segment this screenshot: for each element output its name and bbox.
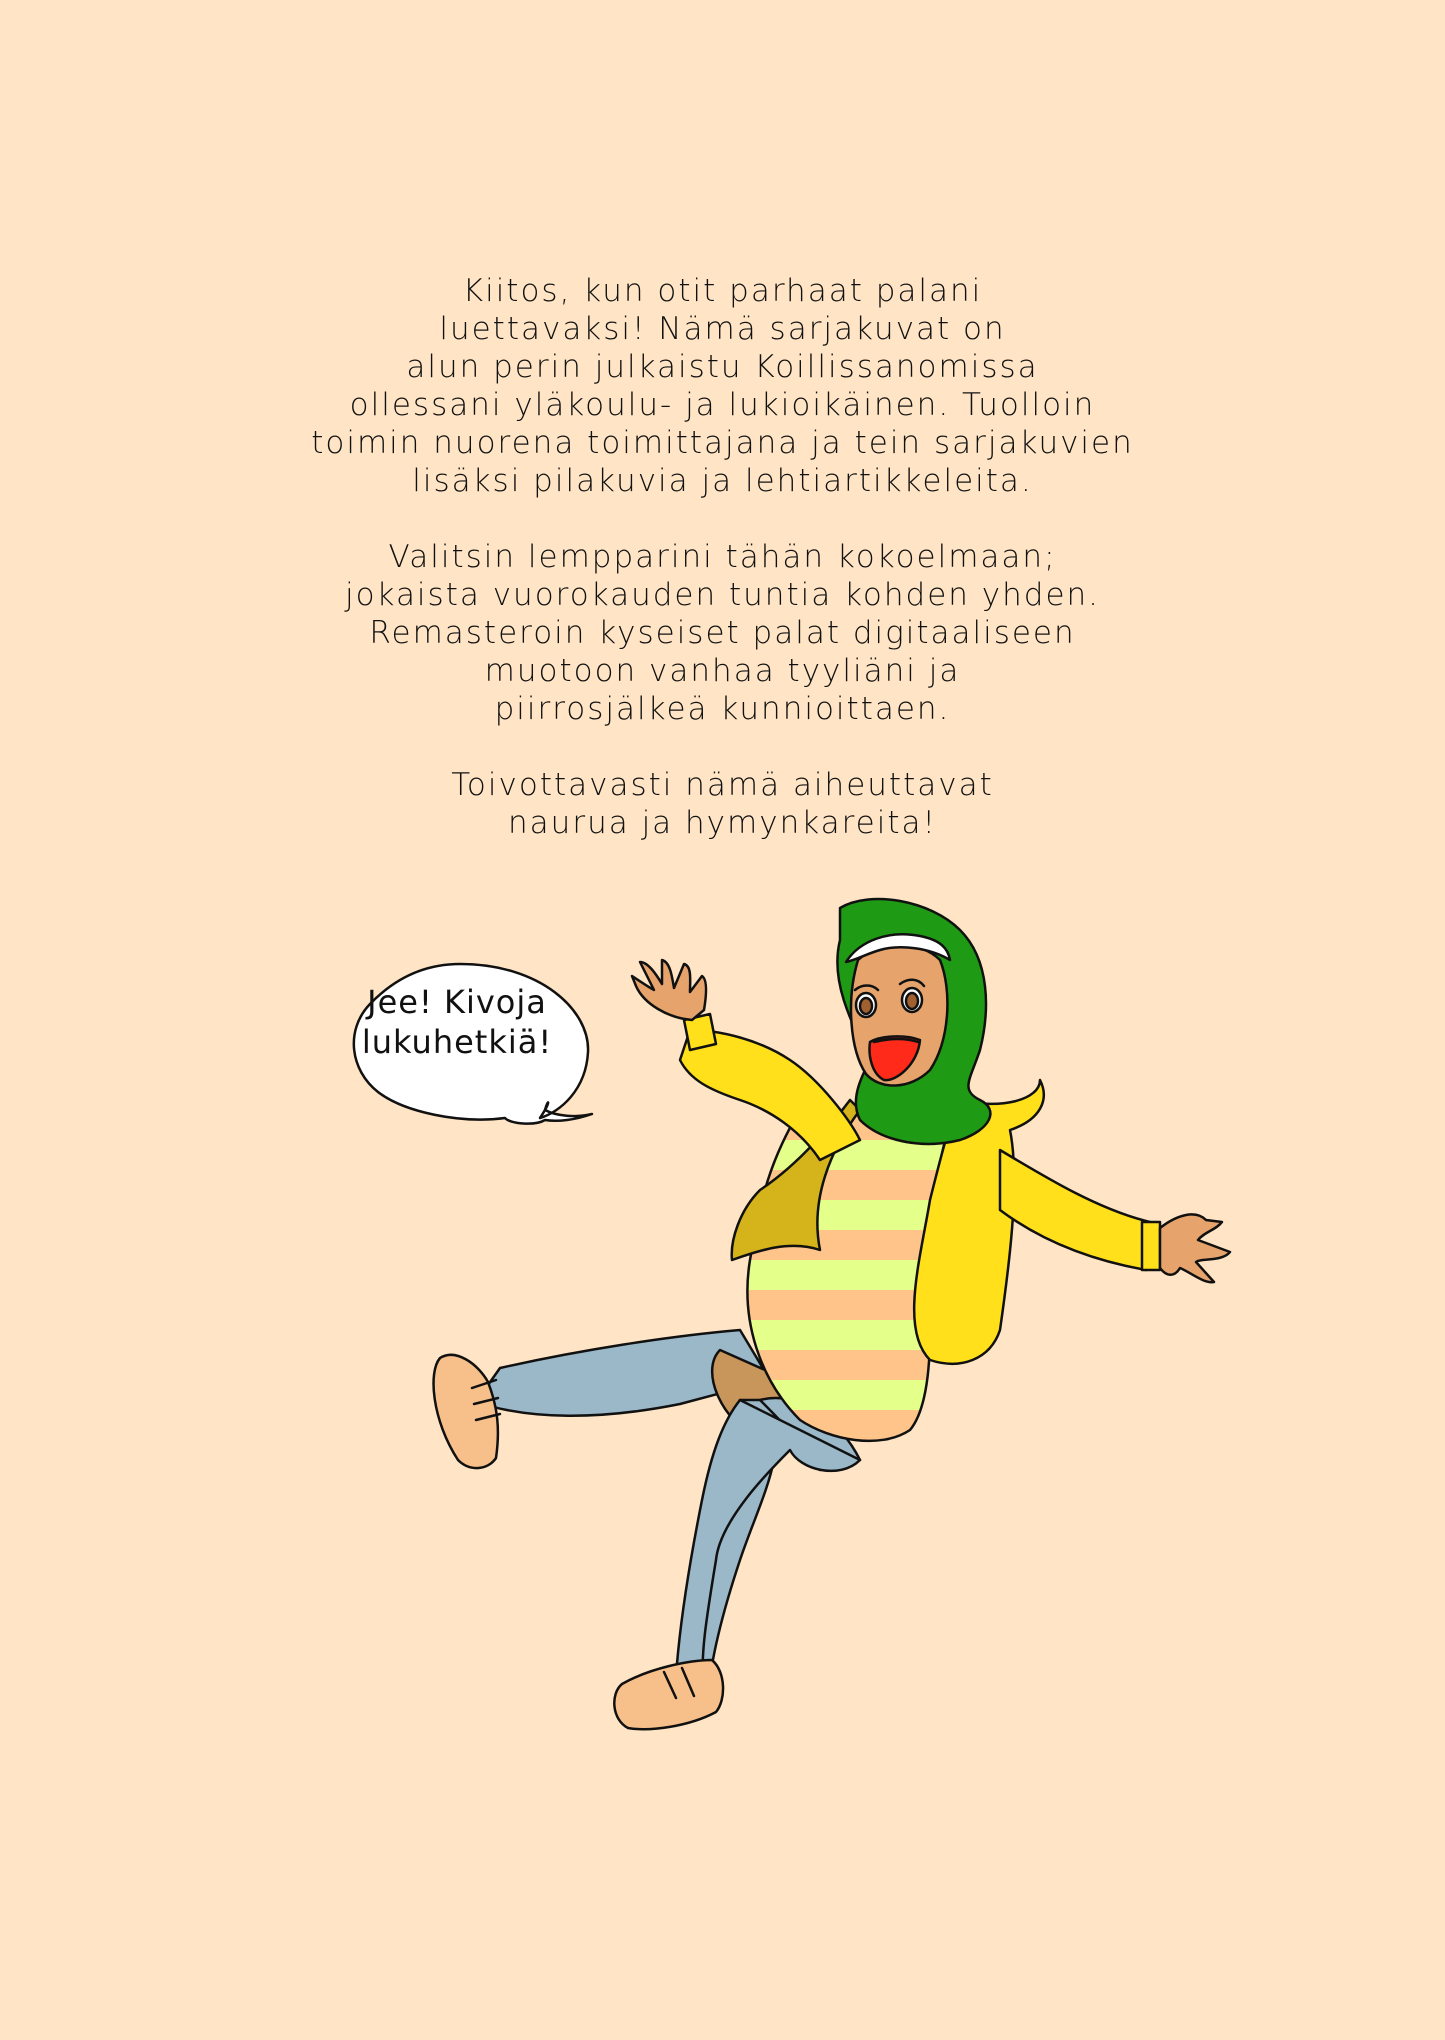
right-arm	[1000, 1150, 1150, 1270]
left-hand	[632, 960, 706, 1020]
right-hand	[1160, 1214, 1230, 1282]
intro-line: luettavaksi! Nämä sarjakuvat on	[439, 311, 1006, 347]
speech-line: lukuhetkiä!	[361, 1023, 553, 1061]
left-arm	[680, 1030, 860, 1160]
intro-line: Kiitos, kun otit parhaat palani	[462, 273, 983, 309]
speech-line: Jee! Kivoja	[367, 983, 547, 1021]
intro-line: ollessani yläkoulu- ja lukioikäinen. Tuolloin	[349, 387, 1096, 423]
intro-line: alun perin julkaistu Koillissanomissa	[406, 349, 1039, 385]
intro-line: Remasteroin kyseiset palat digitaaliseen	[369, 615, 1076, 651]
right-shoe	[614, 1660, 723, 1729]
intro-line: toimin nuorena toimittajana ja tein sarjakuvien	[311, 425, 1134, 461]
intro-line: piirrosjälkeä kunnioittaen.	[494, 691, 951, 727]
intro-line: lisäksi pilakuvia ja lehtiartikkeleita.	[412, 463, 1033, 499]
intro-line: Valitsin lempparini tähän kokoelmaan;	[388, 539, 1057, 575]
intro-line: muotoon vanhaa tyyliäni ja	[484, 653, 961, 689]
intro-line: Toivottavasti nämä aiheuttavat	[451, 767, 994, 803]
speech-bubble-text	[352, 982, 562, 1062]
intro-line: naurua ja hymynkareita!	[508, 805, 937, 841]
right-cuff	[1142, 1222, 1160, 1270]
intro-line: jokaista vuorokauden tuntia kohden yhden.	[344, 577, 1101, 613]
left-shoe	[434, 1355, 498, 1468]
